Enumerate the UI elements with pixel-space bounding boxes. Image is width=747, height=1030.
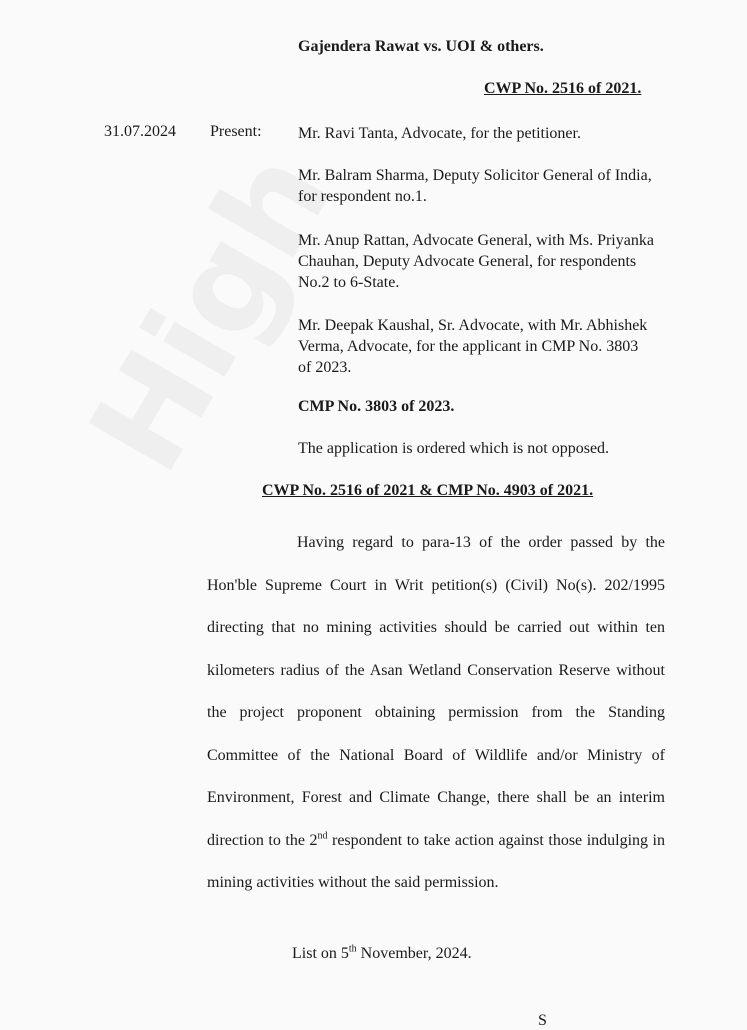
listing-superscript: th [348,943,357,955]
order-text-part1: Having regard to para-13 of the order passed by the Hon'ble Supreme Court in Writ petition(s) (Civil) No(s). 202/1995 directing that no mining activities should be carried out within ten kilometers radius of the Asan Wetland Conservation Reserve without the project proponent obtaining permission from the Standing Committee of the National Board of Wildlife and/or Ministry of Environment, Forest and Climate Change, there shall be an interim direction to the 2 [207,534,665,849]
appearance-respondent-1: Mr. Balram Sharma, Deputy Solicitor General of India, for respondent no.1. [298,167,652,205]
present-label: Present: [210,123,262,140]
appearance-applicant: Mr. Deepak Kaushal, Sr. Advocate, with Mr. Abhishek Verma, Advocate, for the applicant in CMP No. 3803 of 2023. [298,317,648,376]
order-text-part2: respondent to take action against those indulging in mining activities without the said permission. [207,831,666,891]
order-body [207,522,665,905]
bottom-fragment: S [538,1012,547,1029]
cmp-heading: CMP No. 3803 of 2023. [298,398,455,415]
appearance-petitioner: Mr. Ravi Tanta, Advocate, for the petitioner. [298,125,581,142]
order-date: 31.07.2024 [104,123,176,140]
listing-suffix: November, 2024. [356,945,472,962]
ordinal-superscript: nd [317,830,328,842]
case-number: CWP No. 2516 of 2021. [484,80,642,97]
main-heading: CWP No. 2516 of 2021 & CMP No. 4903 of 2021. [262,482,594,499]
appearance-state: Mr. Anup Rattan, Advocate General, with Ms. Priyanka Chauhan, Deputy Advocate General, for respondents No.2 to 6-State. [298,232,654,291]
cmp-text: The application is ordered which is not opposed. [298,440,610,457]
listing-line [292,945,472,963]
listing-prefix: List on 5 [292,945,349,962]
case-title: Gajendera Rawat vs. UOI & others. [298,38,544,55]
